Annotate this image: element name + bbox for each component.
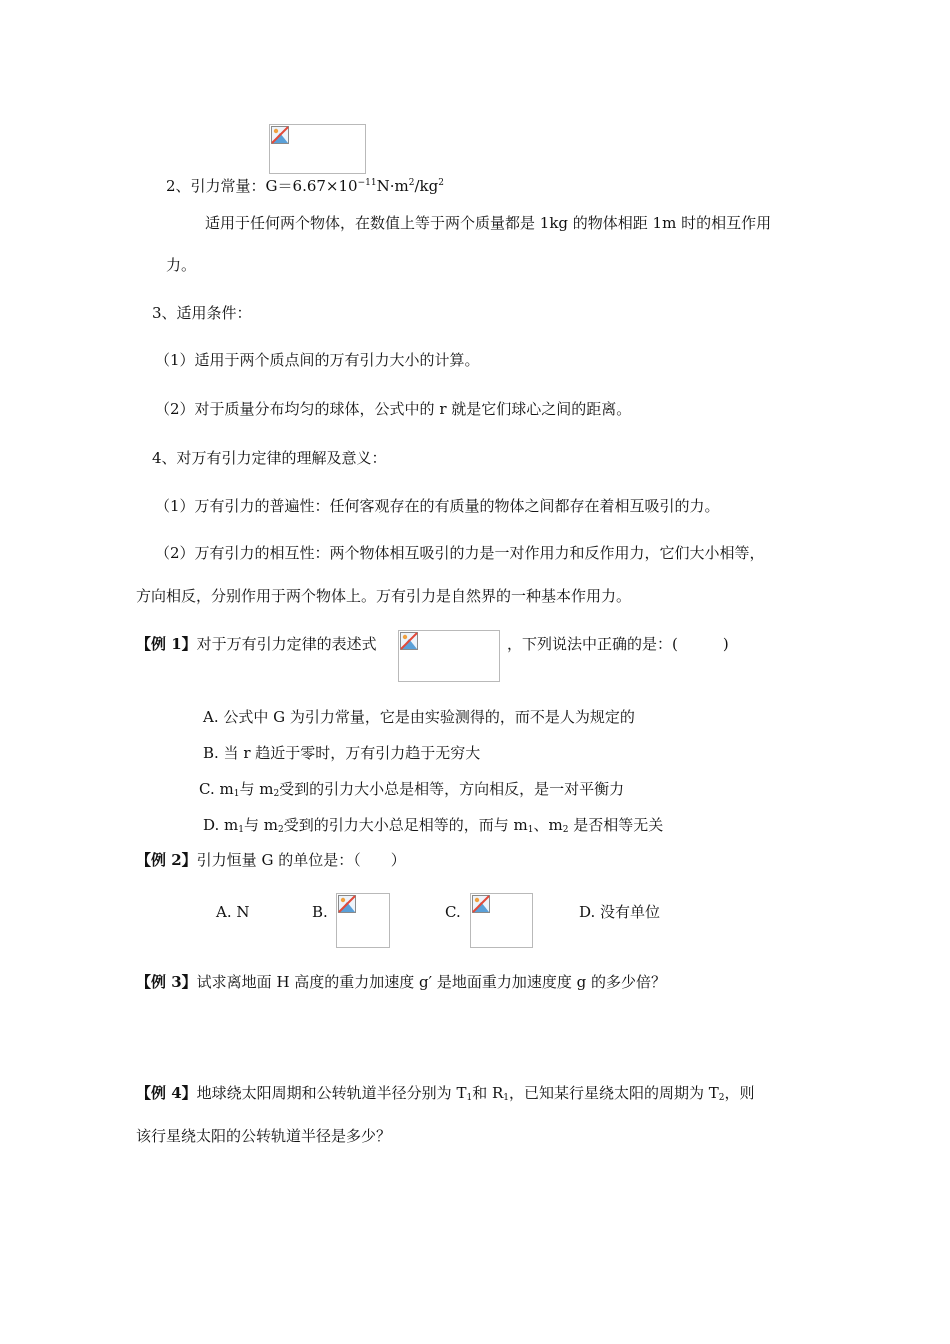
example1-option-b: B. 当 r 趋近于零时，万有引力趋于无穷大 [203,744,481,762]
section4-item1: （1）万有引力的普遍性：任何客观存在的有质量的物体之间都存在着相互吸引的力。 [155,497,720,515]
example1-stem-end: ，下列说法中正确的是：( ) [507,635,729,653]
section2-desc-line2: 力。 [166,256,197,274]
formula-image-placeholder [269,124,366,174]
example2-option-b: B. [312,903,328,921]
section3-item2: （2）对于质量分布均匀的球体，公式中的 r 就是它们球心之间的距离。 [155,400,632,418]
example1-option-c: C. $m_1$与 $m_2$受到的引力大小总是相等，方向相反，是一对平衡力 [199,780,625,799]
example2-option-b-image [336,893,390,948]
example1-stem: 【例 1】对于万有引力定律的表述式 [136,635,377,653]
example2-option-a: A. N [216,903,250,921]
section4-item2-line1: （2）万有引力的相互性：两个物体相互吸引的力是一对作用力和反作用力，它们大小相等， [155,544,765,562]
broken-image-icon [271,126,289,144]
example2-option-c: C. [445,903,461,921]
section4-title: 4、对万有引力定律的理解及意义： [152,449,387,467]
section3-item1: （1）适用于两个质点间的万有引力大小的计算。 [155,351,480,369]
broken-image-icon [338,895,356,913]
example1-option-a: A. 公式中 G 为引力常量，它是由实验测得的，而不是人为规定的 [203,708,635,726]
example2-option-c-image [470,893,533,948]
example3-tag: 【例 3】 [136,973,197,991]
example4-tag: 【例 4】 [136,1084,197,1102]
section2-desc-line1: 适用于任何两个物体，在数值上等于两个质量都是 1kg 的物体相距 1m 时的相互作用 [205,214,772,232]
broken-image-icon [472,895,490,913]
example2-option-d: D. 没有单位 [579,903,661,921]
section3-title: 3、适用条件： [152,304,252,322]
example1-formula-image [398,630,500,682]
example3-stem: 【例 3】试求离地面 H 高度的重力加速度 g′ 是地面重力加速度度 g 的多少倍？ [136,973,666,991]
section2-constant: 2、引力常量：$G=6.67\times 10^{-11}N\cdot m^2/kg^2$ [166,177,444,195]
example4-stem-line1: 【例 4】地球绕太阳周期和公转轨道半径分别为 $T_1$和 $R_1$，已知某行星绕太阳的周期为 $T_2$，则 [136,1084,755,1103]
example1-option-d: D. $m_1$与 $m_2$受到的引力大小总足相等的，而与 $m_1$、$m_2$ 是否相等无关 [203,816,664,835]
example4-stem-line2: 该行星绕太阳的公转轨道半径是多少？ [136,1127,392,1145]
example1-tag: 【例 1】 [136,635,197,653]
example2-stem: 【例 2】引力恒量 G 的单位是：（ ） [136,851,406,869]
broken-image-icon [400,632,418,650]
section4-item2-line2: 方向相反，分别作用于两个物体上。万有引力是自然界的一种基本作用力。 [136,587,632,605]
example2-tag: 【例 2】 [136,851,197,869]
